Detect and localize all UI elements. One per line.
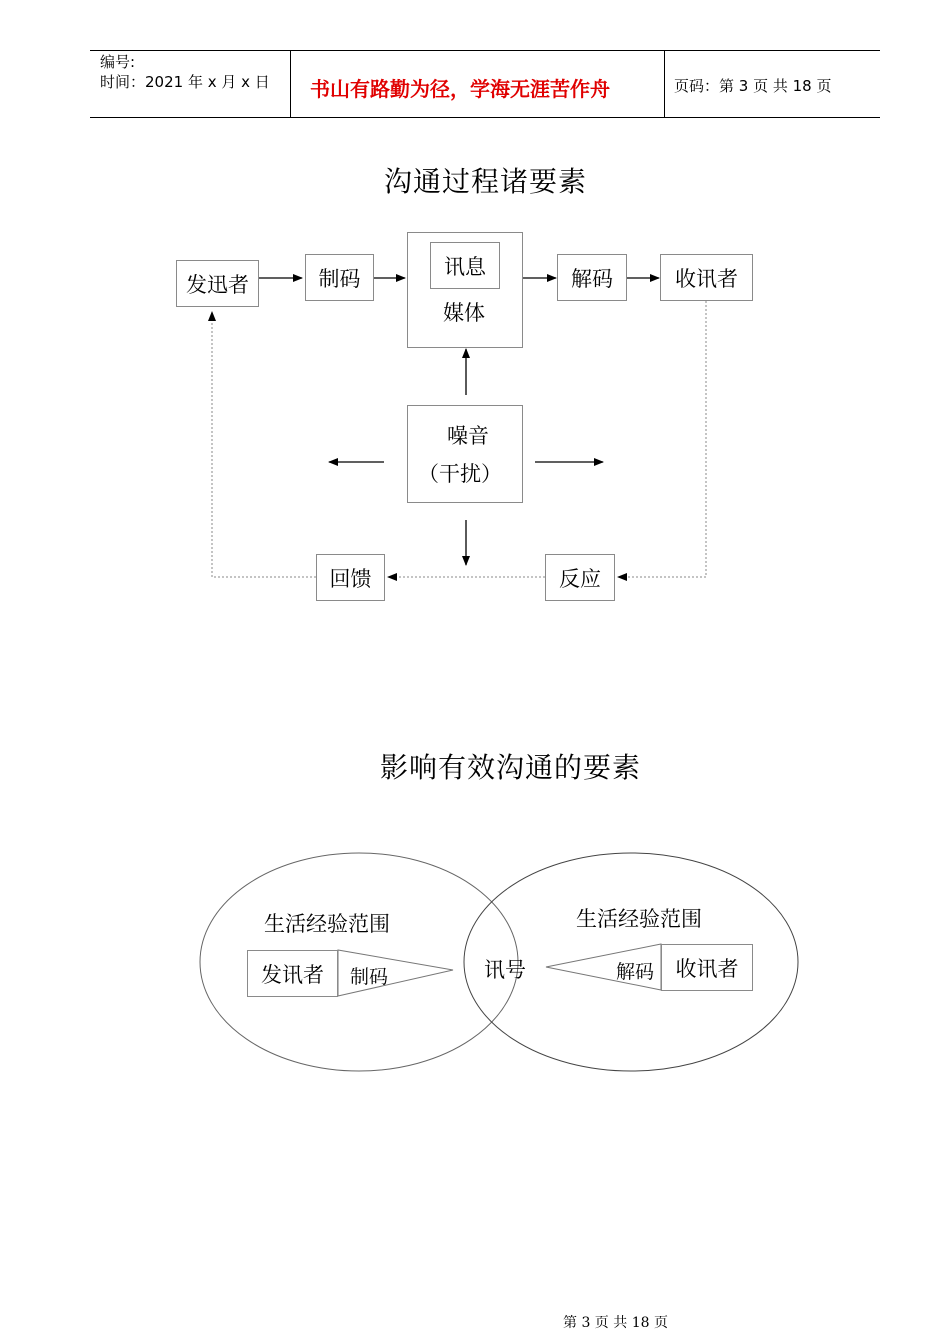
left-experience-label: 生活经验范围: [264, 912, 390, 936]
response-label: 反应: [559, 566, 601, 591]
header-time-label: 时间：2021 年 x 月 x 日: [100, 73, 270, 91]
encode-label: 制码: [318, 266, 361, 291]
right-experience-label: 生活经验范围: [576, 907, 702, 931]
sender-label: 发迅者: [186, 272, 249, 297]
receiver-box: [660, 254, 753, 301]
medium-label: 媒体: [443, 301, 485, 325]
interference-label: （干扰）: [418, 462, 502, 486]
diagram2-title: 影响有效沟通的要素: [380, 751, 642, 784]
feedback-line-feedback-to-sender: [212, 312, 316, 577]
d2-receiver-box: [661, 944, 753, 991]
encode-box: [305, 254, 374, 301]
message-label: 讯息: [444, 254, 486, 279]
d2-decode-label: 解码: [616, 961, 655, 983]
decode-label: 解码: [571, 266, 613, 291]
receiver-label: 收讯者: [675, 266, 738, 291]
header-number-label: 编号:: [100, 53, 136, 71]
footer-page-number: 第 3 页 共 18 页: [563, 1315, 668, 1331]
response-box: [545, 554, 615, 601]
feedback-line-receiver-to-response: [618, 301, 706, 577]
feedback-label: 回馈: [329, 566, 372, 591]
header-page-label: 页码：第 3 页 共 18 页: [674, 77, 832, 95]
header-motto: 书山有路勤为径，学海无涯苦作舟: [310, 77, 610, 101]
d2-signal-label: 讯号: [484, 958, 526, 982]
feedback-box: [316, 554, 385, 601]
d2-encode-label: 制码: [350, 966, 389, 988]
decode-box: [557, 254, 627, 301]
noise-label: 噪音: [447, 424, 489, 448]
d2-sender-box: [247, 950, 338, 997]
d2-receiver-label: 收讯者: [675, 956, 739, 981]
sender-box: [176, 260, 259, 307]
diagram1-title: 沟通过程诸要素: [384, 165, 588, 198]
message-box: [430, 242, 500, 289]
d2-sender-label: 发讯者: [261, 962, 324, 987]
